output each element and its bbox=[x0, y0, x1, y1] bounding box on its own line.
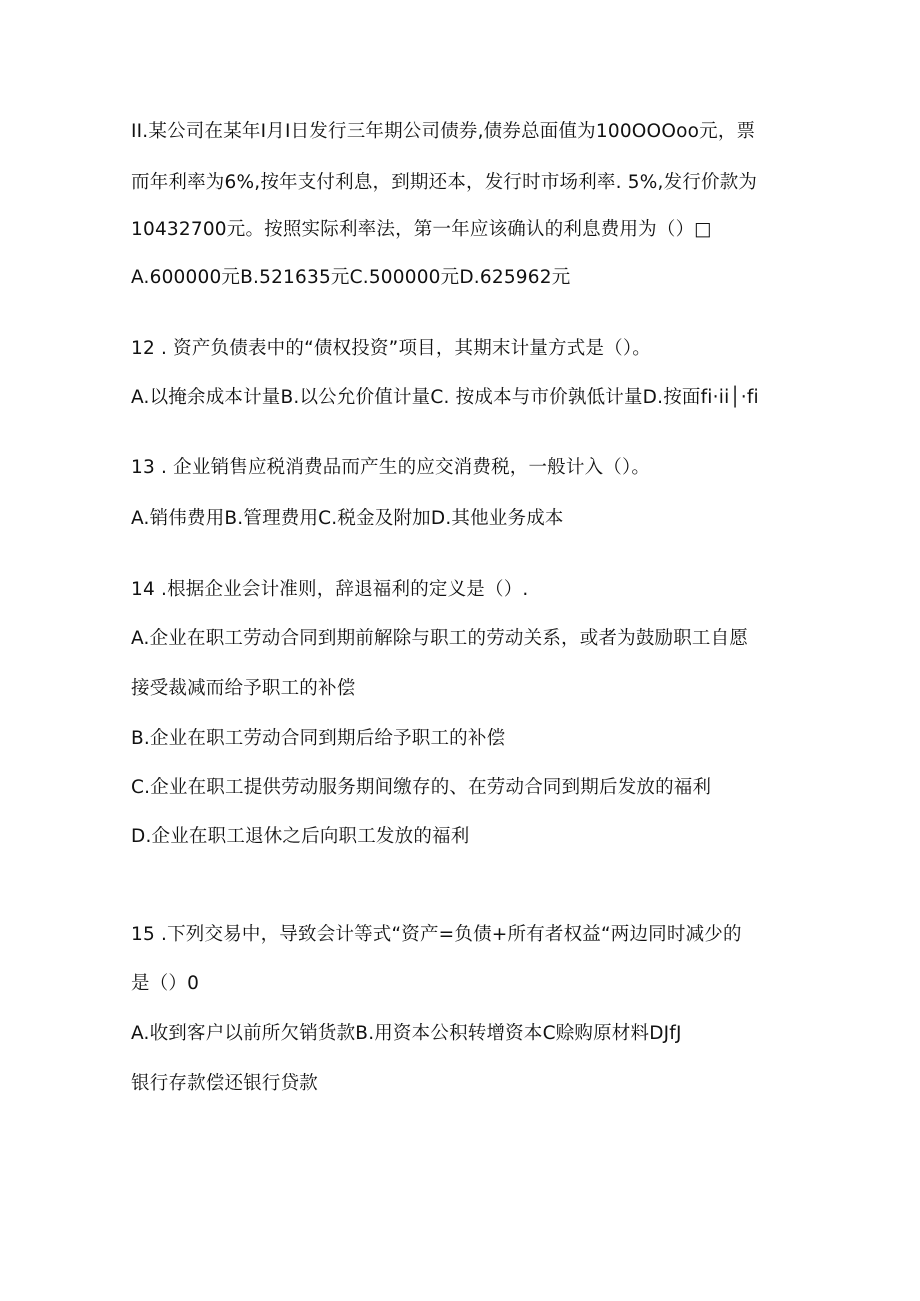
question-14-option-d: D.企业在职工退休之后向职工发放的福利 bbox=[131, 826, 470, 847]
question-11-stem-line-2: 而年利率为6%,按年支付利息，到期还本，发行时市场利率. 5%,发行价款为 bbox=[131, 172, 758, 193]
question-15-options-line-2: 银行存款偿还银行贷款 bbox=[131, 1073, 319, 1094]
question-13-stem: 13 . 企业销售应税消费品而产生的应交消费税，一般计入（）。 bbox=[131, 457, 651, 478]
question-12-stem: 12 . 资产负债表中的“债权投资”项目，其期末计量方式是（）。 bbox=[131, 338, 652, 359]
question-13-options: A.销伟费用B.管理费用C.税金及附加D.其他业务成本 bbox=[131, 508, 564, 529]
question-14-option-c: C.企业在职工提供劳动服务期间缴存的、在劳动合同到期后发放的福利 bbox=[131, 777, 712, 798]
question-14-stem: 14 .根据企业会计准则，辞退福利的定义是（）. bbox=[131, 579, 529, 600]
question-15-stem-line-1: 15 .下列交易中，导致会计等式“资产=负债+所有者权益“两边同时减少的 bbox=[131, 924, 742, 945]
question-11-stem-line-3: 10432700元。按照实际利率法，第一年应该确认的利息费用为（）□ bbox=[131, 219, 712, 240]
question-12-options: A.以掩余成本计量B.以公允价值计量C. 按成本与市价孰低计量D.按面fi·ii│·fi bbox=[131, 387, 759, 408]
question-14-option-a-line-1: A.企业在职工劳动合同到期前解除与职工的劳动关系，或者为鼓励职工自愿 bbox=[131, 628, 749, 649]
question-14-option-a-line-2: 接受裁减而给予职工的补偿 bbox=[131, 678, 356, 699]
question-11-options: A.600000元B.521635元C.500000元D.625962元 bbox=[131, 267, 571, 288]
question-15-stem-line-2: 是（）0 bbox=[131, 973, 200, 994]
question-14-option-b: B.企业在职工劳动合同到期后给予职工的补偿 bbox=[131, 728, 506, 749]
question-15-options-line-1: A.收到客户以前所欠销货款B.用资本公积转增资本C赊购原材料DJfJ bbox=[131, 1023, 682, 1044]
question-11-stem-line-1: II.某公司在某年I月I日发行三年期公司债券,债券总面值为100OOOoo元，票 bbox=[131, 121, 756, 142]
